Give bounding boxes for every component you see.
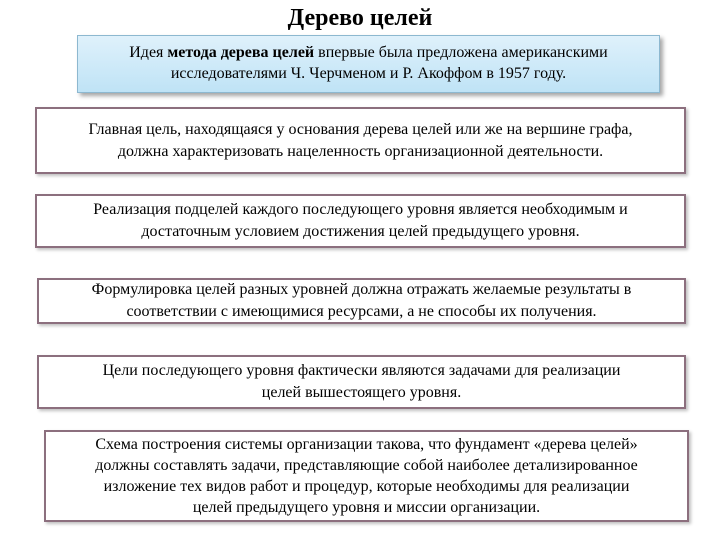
statement-box-main-goal xyxy=(35,107,686,174)
statement-box-subgoals xyxy=(35,194,686,248)
intro-box xyxy=(77,35,660,93)
statement-box-levels xyxy=(37,355,686,409)
intro-line-1-pre: Идея xyxy=(129,44,168,61)
statement-box-formulation xyxy=(37,278,686,324)
statement-line: целей вышестоящего уровня. xyxy=(261,384,462,401)
statement-line: соответствии с имеющимися ресурсами, а не способы их получения. xyxy=(126,303,597,320)
intro-bold-term: метода дерева целей xyxy=(167,44,315,61)
statement-box-scheme xyxy=(44,430,689,522)
statement-line: Формулировка целей разных уровней должна отражать желаемые результаты в xyxy=(91,281,632,298)
statement-line: Схема построения системы организации такова, что фундамент «дерева целей» xyxy=(95,436,638,453)
intro-line-2: исследователями Ч. Черчменом и Р. Акоффом в 1957 году. xyxy=(170,65,567,82)
statement-line: Реализация подцелей каждого последующего уровня является необходимым и xyxy=(93,201,628,218)
statement-line: достаточным условием достижения целей предыдущего уровня. xyxy=(141,223,580,240)
statement-line: целей предыдущего уровня и миссии организации. xyxy=(192,499,541,516)
statement-line: должны составлять задачи, представляющие собой наиболее детализированное xyxy=(95,457,638,474)
statement-line: должна характеризовать нацеленность организационной деятельности. xyxy=(117,142,604,160)
intro-line-1-post: впервые была предложена американскими xyxy=(314,44,608,61)
statement-line: Главная цель, находящаяся у основания дерева целей или же на вершине графа, xyxy=(88,120,633,138)
slide-title: Дерево целей xyxy=(287,5,433,31)
intro-line-1 xyxy=(78,42,659,63)
statement-line: Цели последующего уровня фактически являются задачами для реализации xyxy=(102,362,621,379)
statement-line: изложение тех видов работ и процедур, которые необходимы для реализации xyxy=(103,478,630,495)
